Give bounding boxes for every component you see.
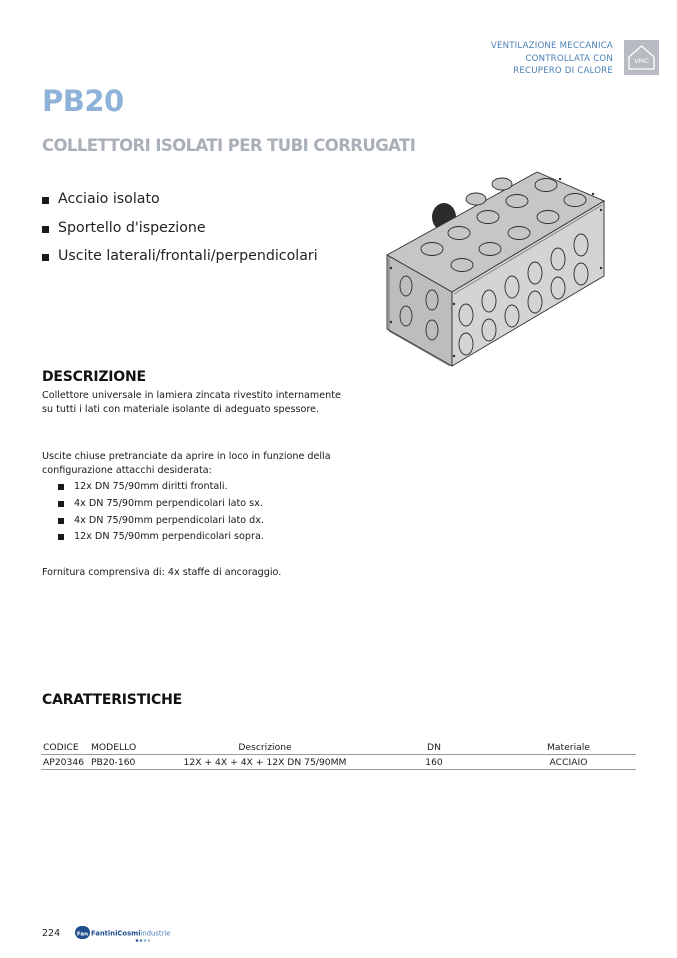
svg-text:Fan: Fan	[76, 931, 89, 938]
square-bullet-icon	[58, 534, 64, 540]
vmc-badge	[624, 40, 659, 75]
feature-text: Sportello d'ispezione	[58, 219, 206, 236]
description-paragraph: Uscite chiuse pretranciate da aprire in loco in funzione della configurazione attacchi desiderata:	[42, 451, 331, 476]
list-item	[58, 481, 264, 498]
list-item	[58, 515, 264, 532]
list-item-text: 4x DN 75/90mm perpendicolari lato dx.	[74, 514, 264, 526]
product-image	[382, 170, 610, 374]
table-cell: ACCIAIO	[501, 755, 636, 770]
feature-item	[42, 191, 318, 220]
table-header-row	[41, 741, 636, 755]
description-paragraph: Fornitura comprensiva di: 4x staffe di ancoraggio.	[42, 567, 282, 578]
square-bullet-icon	[58, 501, 64, 507]
column-header: DN	[367, 741, 501, 755]
description-paragraph: Collettore universale in lamiera zincata rivestito internamente su tutti i lati con materiale isolante di adeguato spessore.	[42, 390, 341, 415]
product-code: PB20	[42, 84, 124, 118]
feature-item	[42, 248, 318, 277]
table-row	[41, 755, 636, 770]
column-header: CODICE	[41, 741, 89, 755]
table-cell: PB20-160	[89, 755, 163, 770]
square-bullet-icon	[58, 484, 64, 490]
characteristics-heading: CARATTERISTICHE	[42, 692, 183, 708]
product-title: COLLETTORI ISOLATI PER TUBI CORRUGATI	[42, 136, 416, 155]
page-number: 224	[42, 928, 61, 939]
list-item-text: 4x DN 75/90mm perpendicolari lato sx.	[74, 497, 263, 509]
square-bullet-icon	[42, 226, 49, 233]
category-line: RECUPERO DI CALORE	[513, 66, 613, 76]
feature-list	[42, 191, 318, 277]
category-line: CONTROLLATA CON	[525, 53, 613, 64]
category-label	[491, 40, 613, 78]
table-cell: 160	[367, 755, 501, 770]
square-bullet-icon	[42, 197, 49, 204]
badge-text: VMC	[634, 57, 649, 65]
house-icon	[624, 40, 659, 75]
table-cell: 12X + 4X + 4X + 12X DN 75/90MM	[163, 755, 367, 770]
column-header: MODELLO	[89, 741, 163, 755]
svg-text:FantiniCosmiindustrie: FantiniCosmiindustrie	[91, 929, 171, 938]
table-cell: AP20346	[41, 755, 89, 770]
square-bullet-icon	[42, 254, 49, 261]
column-header: Descrizione	[163, 741, 367, 755]
column-header: Materiale	[501, 741, 636, 755]
list-item	[58, 498, 264, 515]
company-logo	[75, 925, 171, 943]
feature-text: Acciaio isolato	[58, 191, 160, 207]
feature-text: Uscite laterali/frontali/perpendicolari	[58, 248, 318, 264]
list-item-text: 12x DN 75/90mm perpendicolari sopra.	[74, 531, 264, 543]
description-heading: DESCRIZIONE	[42, 369, 146, 385]
feature-item	[42, 220, 318, 249]
list-item	[58, 531, 264, 548]
category-line: VENTILAZIONE MECCANICA	[490, 41, 613, 51]
square-bullet-icon	[58, 518, 64, 524]
list-item-text: 12x DN 75/90mm diritti frontali.	[74, 481, 228, 492]
knockout-list	[58, 481, 264, 548]
spec-table	[41, 741, 636, 770]
